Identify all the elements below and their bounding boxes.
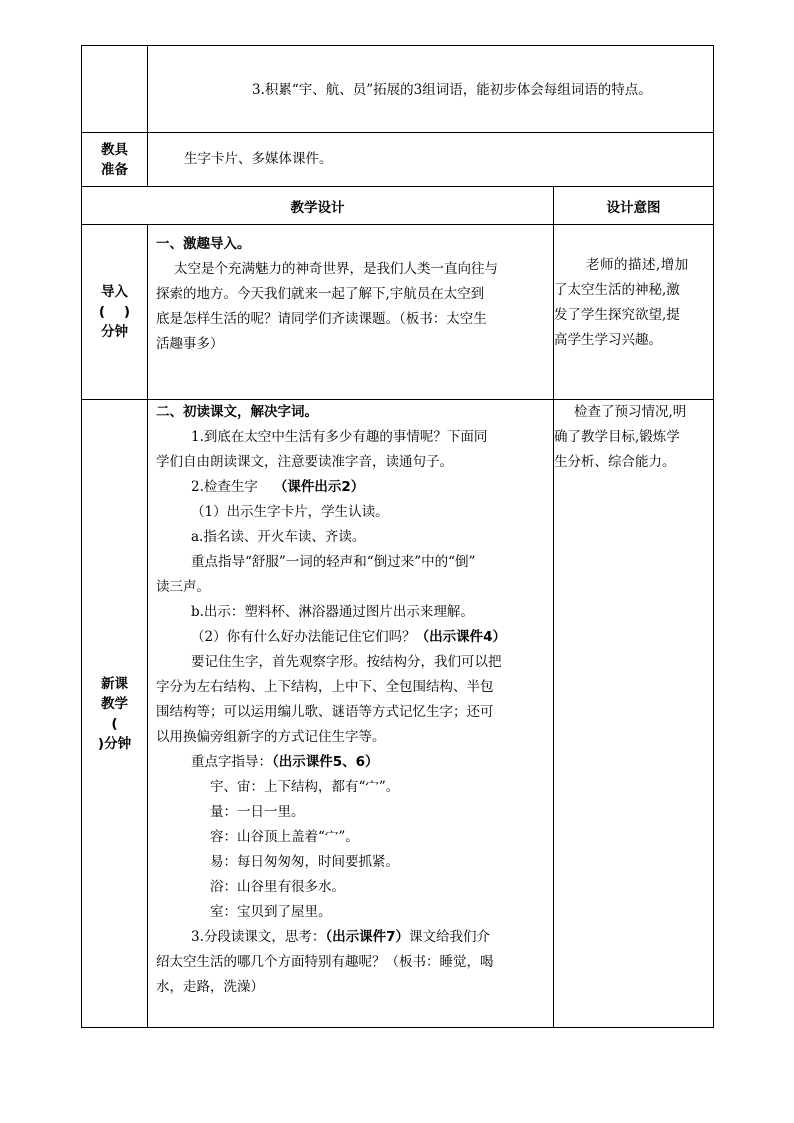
materials-content: 生字卡片、多媒体课件。 bbox=[184, 151, 333, 167]
char-item: 宇、宙：上下结构，都有“宀”。 bbox=[210, 779, 400, 795]
intro-intent-line: 了太空生活的神秘,激 bbox=[554, 282, 680, 298]
new-lesson-intent bbox=[554, 400, 714, 1028]
new-lesson-intent-line: 检查了预习情况,明 bbox=[574, 404, 687, 420]
intro-content bbox=[148, 225, 554, 400]
focus-line: 重点指导“舒服”一词的轻声和“倒过来”中的“倒” bbox=[191, 554, 476, 570]
goals-cell bbox=[148, 46, 714, 133]
step1-line: 1.到底在太空中生活有多少有趣的事情呢？下面同 bbox=[191, 429, 488, 445]
intent-column-header: 设计意图 bbox=[554, 187, 714, 225]
step3-line: 绍太空生活的哪几个方面特别有趣呢？（板书：睡觉，喝 bbox=[156, 954, 494, 970]
step3-line: 水，走路，洗澡） bbox=[156, 979, 264, 995]
materials-label: 教具 准备 bbox=[82, 133, 148, 187]
key-chars-line: 重点字指导：（出示课件5、6） bbox=[191, 754, 379, 770]
intro-intent bbox=[554, 225, 714, 400]
step2-1-line: （1）出示生字卡片，学生认读。 bbox=[191, 504, 389, 520]
goals-row bbox=[82, 46, 714, 133]
intro-line: 探索的地方。今天我们就来一起了解下,宇航员在太空到 bbox=[156, 286, 485, 302]
intro-title: 一、激趣导入。 bbox=[156, 236, 251, 252]
new-lesson-label: 新课 教学 ( )分钟 bbox=[82, 400, 148, 1028]
intro-row bbox=[82, 225, 714, 400]
goal-item-3: 3.积累“宇、航、员”拓展的3组词语，能初步体会每组词语的特点。 bbox=[252, 82, 652, 98]
memo-line: 字分为左右结构、上下结构，上中下、全包围结构、半包 bbox=[156, 679, 494, 695]
new-lesson-title: 二、初读课文，解决字词。 bbox=[156, 404, 318, 420]
new-lesson-content bbox=[148, 400, 554, 1028]
step1-line: 学们自由朗读课文，注意要读准字音，读通句子。 bbox=[156, 454, 453, 470]
step3-line: 3.分段读课文，思考：（出示课件7）课文给我们介 bbox=[191, 929, 491, 945]
char-item: 室：宝贝到了屋里。 bbox=[210, 904, 332, 920]
design-column-header: 教学设计 bbox=[82, 187, 554, 225]
materials-row bbox=[82, 133, 714, 187]
step2-2-line: （2）你有什么好办法能记住它们吗？（出示课件4） bbox=[191, 629, 506, 645]
step2-line: 2.检查生字 （课件出示2） bbox=[191, 479, 365, 495]
column-header-row bbox=[82, 187, 714, 225]
char-item: 量：一日一里。 bbox=[210, 804, 305, 820]
intro-line: 太空是个充满魅力的神奇世界，是我们人类一直向往与 bbox=[174, 261, 498, 277]
char-item: 浴：山谷里有很多水。 bbox=[210, 879, 345, 895]
memo-line: 以用换偏旁组新字的方式记住生字等。 bbox=[156, 729, 386, 745]
new-lesson-intent-line: 确了教学目标,锻炼学 bbox=[554, 429, 680, 445]
memo-line: 要记住生字，首先观察字形。按结构分，我们可以把 bbox=[191, 654, 502, 670]
memo-line: 围结构等；可以运用编儿歌、谜语等方式记忆生字；还可 bbox=[156, 704, 494, 720]
intro-intent-line: 高学生学习兴趣。 bbox=[554, 332, 662, 348]
intro-intent-line: 老师的描述,增加 bbox=[586, 257, 689, 273]
char-item: 容：山谷顶上盖着“宀”。 bbox=[210, 829, 359, 845]
goals-label-cell bbox=[82, 46, 148, 133]
new-lesson-row bbox=[82, 400, 714, 1028]
intro-line: 底是怎样生活的呢？请同学们齐读课题。（板书：太空生 bbox=[156, 311, 487, 327]
materials-cell bbox=[148, 133, 714, 187]
new-lesson-intent-line: 生分析、综合能力。 bbox=[554, 454, 676, 470]
step2-b-line: b.出示：塑料杯、淋浴器通过图片出示来理解。 bbox=[191, 604, 474, 620]
step2-a-line: a.指名读、开火车读、齐读。 bbox=[191, 529, 366, 545]
lesson-plan-table bbox=[81, 45, 714, 1028]
intro-intent-line: 发了学生探究欲望,提 bbox=[554, 307, 680, 323]
intro-line: 活趣事多） bbox=[156, 336, 224, 352]
char-item: 易：每日匆匆匆，时间要抓紧。 bbox=[210, 854, 399, 870]
intro-label: 导入 ( ) 分钟 bbox=[82, 225, 148, 400]
focus-line: 读三声。 bbox=[156, 579, 210, 595]
